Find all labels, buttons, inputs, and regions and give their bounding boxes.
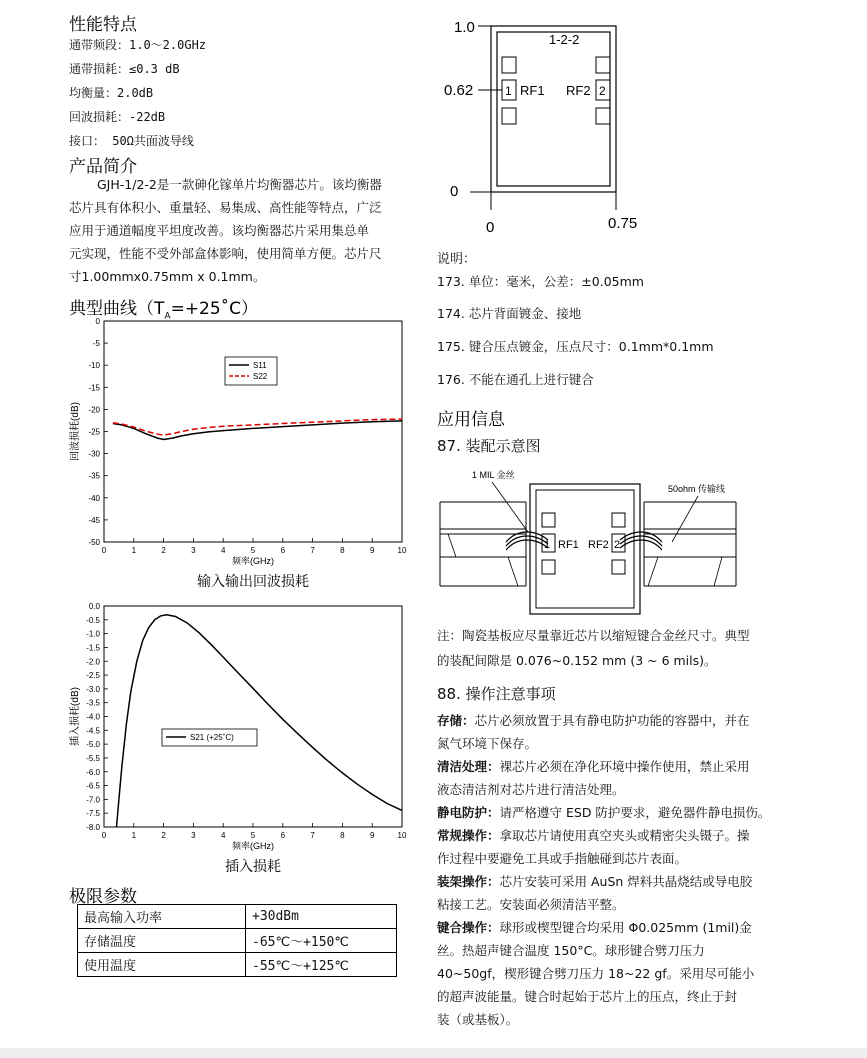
x-tick-label: 10: [397, 831, 407, 840]
feature-passband: 通带频段：1.0～2.0GHz: [69, 38, 207, 52]
precaution-item-cont: 的超声波能量。键合时起始于芯片上的压点，终止于封: [437, 989, 738, 1004]
precautions-title: 88. 操作注意事项: [437, 685, 556, 703]
y-tick-label: -7.5: [86, 809, 100, 819]
dim-x-left: 0: [486, 219, 495, 236]
series-line-1: [113, 419, 402, 435]
chip-part-label: 1-2-2: [549, 32, 580, 47]
x-tick-label: 9: [369, 546, 375, 555]
y-tick-label: -10: [88, 361, 100, 371]
chip-outline-drawing: [436, 10, 666, 240]
rf1-label: RF1: [520, 83, 545, 98]
rf1-pin: 1: [544, 539, 551, 551]
x-tick-label: 10: [397, 546, 407, 555]
x-tick-label: 6: [280, 831, 286, 840]
dim-y-bottom: 0: [450, 183, 459, 200]
x-tick-label: 5: [250, 831, 256, 840]
insertion-loss-chart: [62, 597, 412, 882]
bond-pad: [612, 513, 625, 527]
precaution-item: 装架操作：芯片安装可采用 AuSn 焊料共晶烧结或导电胶: [437, 874, 753, 889]
y-axis-label: 插入损耗(dB): [70, 687, 81, 746]
series-line-0: [117, 615, 403, 827]
y-tick-label: -15: [88, 383, 100, 393]
rf2-pin: 2: [614, 539, 621, 551]
y-tick-label: -1.5: [86, 643, 100, 653]
legend-label: S11: [253, 361, 267, 370]
bond-pad: [502, 108, 516, 124]
curves-title: 典型曲线$(T_A=+25˚C)$: [69, 299, 259, 322]
y-tick-label: -2.0: [86, 657, 100, 667]
chart-title: 输入输出回波损耗: [197, 573, 309, 589]
assembly-note: 注：陶瓷基板应尽量靠近芯片以缩短键合金丝尺寸。典型: [437, 628, 750, 643]
precaution-item-cont: 粘接工艺。安装面必须清洁平整。: [437, 897, 625, 912]
rf2-label: RF2: [566, 83, 591, 98]
series-line-0: [113, 421, 402, 440]
x-tick-label: 2: [161, 831, 166, 840]
precaution-item-cont: 40~50gf，楔形键合劈刀压力 18~22 gf。采用尽可能小: [437, 966, 755, 981]
note-item: 174. 芯片背面镀金、接地: [437, 306, 582, 321]
precaution-item-cont: 作过程中要避免工具或手指触碰到芯片表面。: [437, 851, 688, 866]
bond-pad: [542, 513, 555, 527]
precaution-item-cont: 氮气环境下保存。: [437, 736, 538, 751]
x-tick-label: 8: [340, 831, 345, 840]
note-item: 176. 不能在通孔上进行键合: [437, 372, 594, 387]
bond-pad: [596, 57, 610, 73]
wire-label: 1 MIL 金丝: [472, 470, 515, 480]
note-item: 173. 单位：毫米，公差：±0.05mm: [437, 274, 644, 289]
y-tick-label: -2.5: [86, 671, 100, 681]
y-tick-label: -5.0: [86, 740, 100, 750]
x-tick-label: 3: [191, 831, 196, 840]
y-axis-label: 回波损耗(dB): [70, 402, 81, 461]
legend-box: [225, 357, 277, 385]
assembly-title: 87. 装配示意图: [437, 437, 541, 455]
limits-param: 使用温度: [78, 953, 246, 977]
intro-line: 芯片具有体积小、重量轻、易集成、高性能等特点，广泛: [69, 200, 382, 215]
page-bottom-strip: [0, 1048, 867, 1058]
x-tick-label: 6: [280, 546, 286, 555]
y-tick-label: -4.5: [86, 726, 100, 736]
precaution-item-cont: 液态清洁剂对芯片进行清洁处理。: [437, 782, 625, 797]
y-tick-label: 0: [95, 317, 100, 326]
limits-param: 最高输入功率: [78, 905, 246, 929]
line-label: 50ohm 传输线: [668, 484, 726, 494]
x-tick-label: 3: [191, 546, 196, 555]
feature-interface: 接口： 50Ω共面波导线: [69, 134, 194, 148]
y-tick-label: -40: [88, 493, 100, 503]
intro-line: 寸1.00mmx0.75mm x 0.1mm。: [69, 269, 266, 284]
intro-line: 应用于通道幅度平坦度改善。该均衡器芯片采用集总单: [69, 223, 370, 238]
y-tick-label: -8.0: [86, 823, 100, 832]
intro-line: 元实现，性能不受外部盒体影响，使用简单方便。芯片尺: [69, 246, 382, 261]
feature-equalization: 均衡量：2.0dB: [69, 86, 154, 100]
y-tick-label: -6.0: [86, 767, 100, 777]
bond-pad: [502, 57, 516, 73]
precaution-item: 键合操作：球形或楔型键合均采用 Φ0.025mm (1mil)金: [437, 920, 752, 935]
bond-pad: [596, 108, 610, 124]
y-tick-label: -30: [88, 449, 100, 459]
y-tick-label: -5: [92, 339, 100, 349]
assembly-diagram: [436, 464, 776, 616]
y-tick-label: -4.0: [86, 712, 100, 722]
legend-label: S22: [253, 372, 268, 381]
features-title: 性能特点: [69, 15, 137, 35]
return-loss-chart: [62, 312, 412, 597]
bond-pad: [612, 560, 625, 574]
x-tick-label: 8: [340, 546, 345, 555]
y-tick-label: -3.5: [86, 698, 100, 708]
plot-frame: [104, 606, 402, 827]
x-axis-label: 频率(GHz): [232, 841, 274, 851]
rf2-label: RF2: [588, 539, 609, 551]
intro-line: GJH-1/2-2是一款砷化镓单片均衡器芯片。该均衡器: [97, 177, 382, 192]
y-tick-label: -5.5: [86, 753, 100, 763]
precaution-item: 存储：芯片必须放置于具有静电防护功能的容器中，并在: [437, 713, 750, 728]
precaution-item: 常规操作：拿取芯片请使用真空夹头或精密尖头镊子。操: [437, 828, 750, 843]
y-tick-label: -3.0: [86, 684, 100, 694]
dim-y-top: 1.0: [454, 19, 475, 36]
notes-title: 说明：: [437, 252, 477, 267]
precaution-item-cont: 装（或基板）。: [437, 1012, 519, 1027]
rf1-label: RF1: [558, 539, 579, 551]
table-row: [78, 905, 397, 929]
legend-label: S21 (+25˚C): [190, 733, 234, 742]
table-row: [78, 929, 397, 953]
precaution-item: 静电防护：请严格遵守 ESD 防护要求，避免器件静电损伤。: [437, 805, 771, 820]
dim-x-right: 0.75: [608, 215, 638, 232]
x-tick-label: 7: [310, 546, 315, 555]
limits-table: [77, 904, 397, 977]
rf1-pin: 1: [505, 84, 512, 98]
table-row: [78, 953, 397, 977]
limits-value: +30dBm: [246, 905, 397, 929]
x-tick-label: 1: [131, 546, 137, 555]
x-tick-label: 0: [101, 831, 107, 840]
assembly-note: 的装配间隙是 0.076~0.152 mm (3 ~ 6 mils)。: [437, 653, 717, 668]
y-tick-label: -20: [88, 405, 100, 415]
intro-title: 产品简介: [69, 157, 137, 177]
y-tick-label: -1.0: [86, 629, 100, 639]
x-tick-label: 5: [250, 546, 256, 555]
precautions-list: [437, 709, 857, 1031]
y-tick-label: -25: [88, 427, 100, 437]
precaution-item-cont: 丝。热超声键合温度 150°C。球形键合劈刀压力: [437, 943, 705, 958]
chart-title: 插入损耗: [225, 858, 281, 874]
right-substrate: [644, 502, 736, 586]
feature-return-loss: 回波损耗：-22dB: [69, 110, 166, 124]
limits-value: -65℃～+150℃: [246, 929, 397, 953]
x-tick-label: 9: [369, 831, 375, 840]
precaution-item: 清洁处理：裸芯片必须在净化环境中操作使用，禁止采用: [437, 759, 750, 774]
dim-y-mid: 0.62: [444, 82, 474, 99]
chip-outer-edge: [491, 26, 616, 192]
y-tick-label: -35: [88, 471, 100, 481]
y-tick-label: -7.0: [86, 795, 100, 805]
x-tick-label: 7: [310, 831, 315, 840]
bond-pad: [542, 560, 555, 574]
y-tick-label: -0.5: [86, 615, 100, 625]
application-title: 应用信息: [437, 410, 505, 430]
limits-value: -55℃～+125℃: [246, 953, 397, 977]
rf2-pin: 2: [599, 84, 606, 98]
limits-title: 极限参数: [69, 887, 137, 907]
y-tick-label: -6.5: [86, 781, 100, 791]
y-tick-label: -50: [88, 538, 100, 547]
x-tick-label: 1: [131, 831, 137, 840]
note-item: 175. 键合压点镀金，压点尺寸：0.1mm*0.1mm: [437, 339, 714, 354]
limits-param: 存储温度: [78, 929, 246, 953]
x-tick-label: 0: [101, 546, 107, 555]
chip-inner-edge: [497, 32, 610, 186]
x-tick-label: 4: [220, 831, 226, 840]
x-tick-label: 4: [220, 546, 226, 555]
x-tick-label: 2: [161, 546, 166, 555]
y-tick-label: 0.0: [88, 602, 100, 611]
x-axis-label: 频率(GHz): [232, 556, 274, 566]
y-tick-label: -45: [88, 515, 100, 525]
feature-loss: 通带损耗：≤0.3 dB: [69, 62, 180, 76]
